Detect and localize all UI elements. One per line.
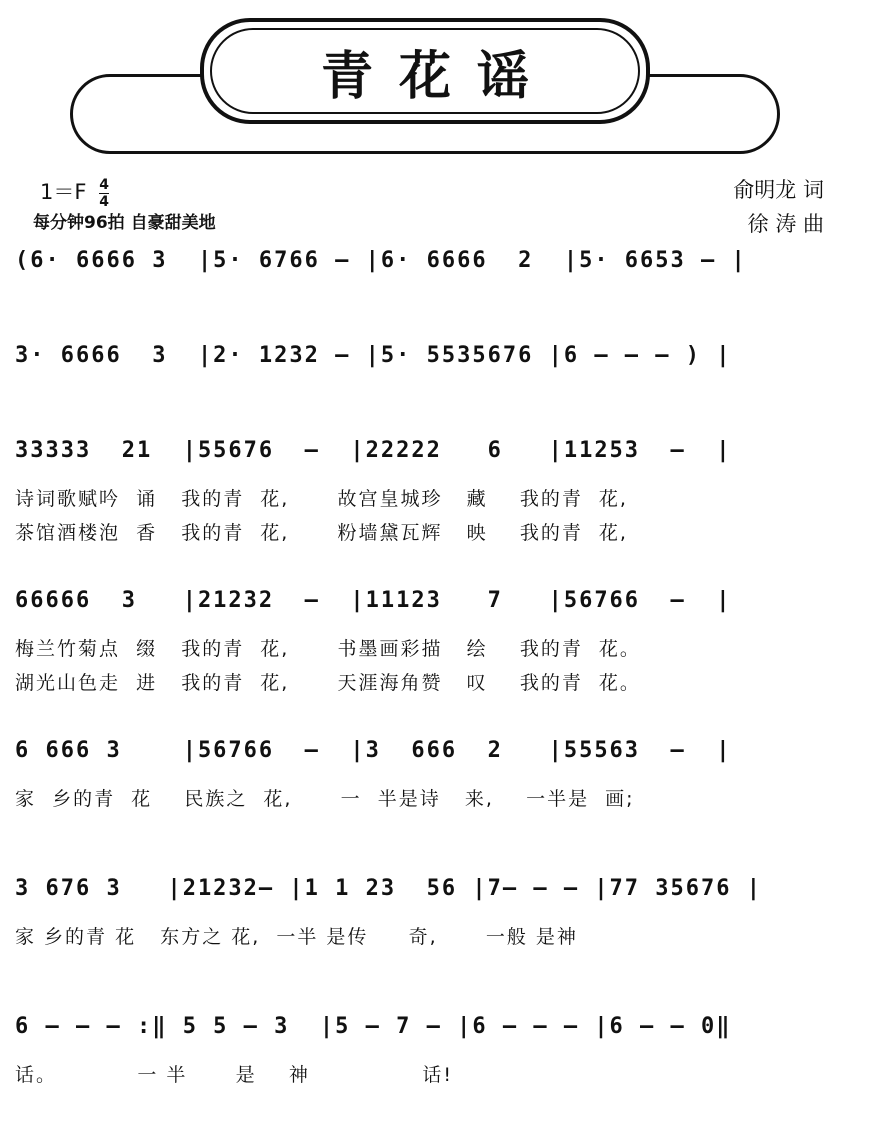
lyric-line-4a: 梅兰竹菊点 缀 我的青 花, 书墨画彩描 绘 我的青 花。 (15, 638, 641, 660)
music-line-2: 3· 6666 3 |2· 1232 — |5· 5535676 |6 — — — ) | (15, 343, 732, 368)
title-inner-border (210, 28, 640, 114)
music-line-7: 6 — — — :‖ 5 5 — 3 |5 — 7 — |6 — — — |6 — — 0‖ (15, 1014, 732, 1039)
title-frame (70, 18, 780, 146)
lyric-line-7: 话。 一 半 是 神 话! (15, 1064, 454, 1086)
lyric-line-5: 家 乡的青 花 民族之 花, 一 半是诗 来, 一半是 画; (15, 788, 635, 810)
lyricist-credit: 俞明龙 词 (733, 178, 824, 202)
key-label: 1＝F (40, 180, 87, 204)
title-box (200, 18, 650, 124)
time-top: 4 (99, 176, 110, 193)
tempo-marking: 每分钟96拍 自豪甜美地 (33, 213, 216, 233)
lyric-line-6: 家 乡的青 花 东方之 花, 一半 是传 奇, 一般 是神 (15, 926, 578, 948)
music-line-5: 6 666 3 |56766 — |3 666 2 |55563 — | (15, 738, 732, 763)
music-line-4: 66666 3 |21232 — |11123 7 |56766 — | (15, 588, 732, 613)
time-bottom: 4 (99, 193, 110, 210)
lyric-line-3b: 茶馆酒楼泡 香 我的青 花, 粉墙黛瓦辉 映 我的青 花, (15, 522, 628, 544)
time-signature (99, 178, 109, 209)
lyric-line-4b: 湖光山色走 进 我的青 花, 天涯海角赞 叹 我的青 花。 (15, 672, 641, 694)
music-line-3: 33333 21 |55676 — |22222 6 |11253 — | (15, 438, 732, 463)
music-line-6: 3 676 3 |21232— |1 1 23 56 |7— — — |77 35676 | (15, 876, 763, 901)
song-title: 青花谣 (320, 46, 555, 107)
music-line-1: (6· 6666 3 |5· 6766 — |6· 6666 2 |5· 6653 — | (15, 248, 747, 273)
lyric-line-3a: 诗词歌赋吟 诵 我的青 花, 故宫皇城珍 藏 我的青 花, (15, 488, 628, 510)
composer-credit: 徐 涛 曲 (747, 212, 824, 236)
key-signature (40, 176, 109, 209)
